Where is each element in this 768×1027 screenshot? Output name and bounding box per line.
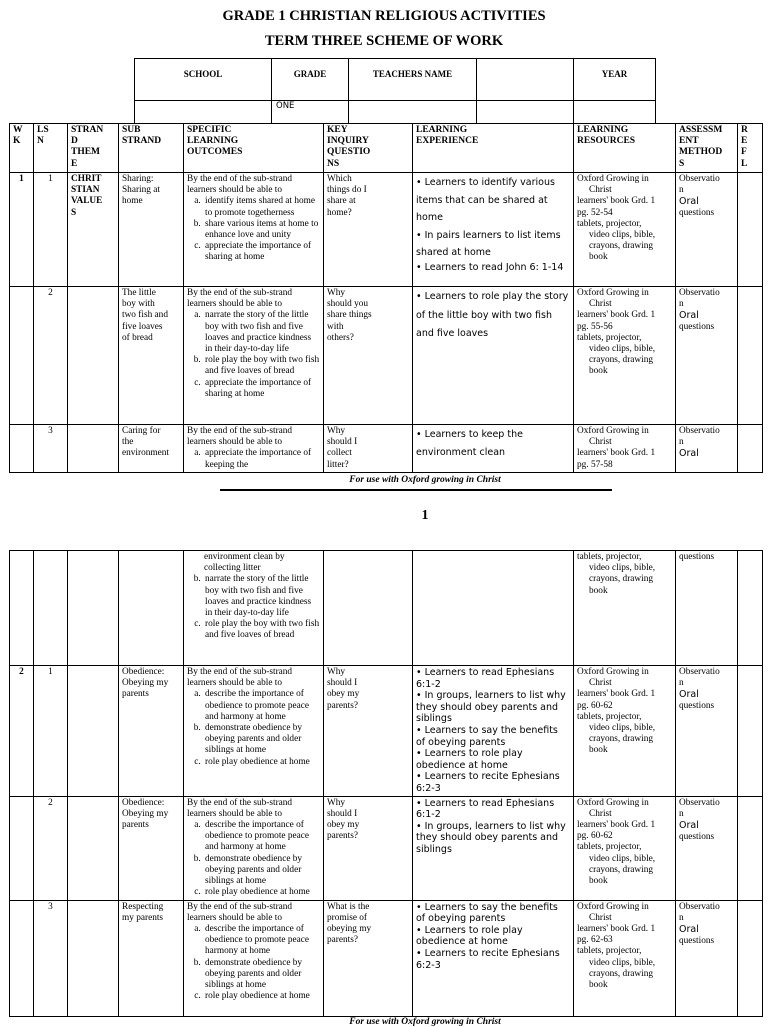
experience-item: • Learners to recite Ephesians 6:2-3 bbox=[416, 947, 560, 971]
outcome-item: c. appreciate the importance of sharing at home bbox=[203, 378, 320, 400]
assessment-text: Oral bbox=[679, 310, 699, 322]
sub-strand-cell: The little boy with two fish and five loaves of bread bbox=[119, 287, 184, 425]
sub-strand-cell: Sharing: Sharing at home bbox=[119, 173, 184, 287]
resources-cell bbox=[574, 287, 676, 425]
outcomes-intro: By the end of the sub-strand learners should be able to bbox=[187, 288, 293, 310]
assessment-text: Oral bbox=[679, 923, 699, 935]
lesson-cell bbox=[34, 551, 68, 666]
blank-value-cell bbox=[477, 101, 574, 124]
table-row-continued bbox=[10, 551, 763, 666]
teacher-name-label: TEACHERS NAME bbox=[349, 59, 477, 101]
outcomes-cell bbox=[184, 551, 324, 666]
assessment-text: questions bbox=[679, 831, 715, 842]
assessment-text: Observatio bbox=[679, 901, 720, 912]
experience-item: • Learners to identify various items that can be shared at home bbox=[416, 177, 555, 223]
experience-item: • In groups, learners to list why they should obey parents and siblings bbox=[416, 820, 566, 855]
outcome-item: b. share various items at home to enhance love and unity bbox=[203, 219, 320, 241]
resource-title: Oxford Growing in bbox=[577, 288, 649, 298]
resource-media: video clips, bible, bbox=[589, 853, 656, 864]
assessment-text: n bbox=[679, 912, 684, 923]
resource-christ: Christ bbox=[589, 299, 612, 310]
experience-item: • Learners to read John 6: 1-14 bbox=[416, 261, 564, 273]
resource-book: learners' book Grd. 1 bbox=[577, 923, 656, 934]
assessment-text: Oral bbox=[679, 819, 699, 831]
outcome-item: b. demonstrate obedience by obeying parents and older siblings at home bbox=[203, 854, 320, 888]
resource-media: crayons, drawing bbox=[589, 355, 654, 366]
week-cell: 2 bbox=[10, 666, 34, 797]
resource-media: book bbox=[589, 979, 608, 990]
resource-christ: Christ bbox=[589, 912, 612, 923]
strand-cell bbox=[68, 287, 119, 425]
lesson-cell: 1 bbox=[34, 666, 68, 797]
outcomes-intro: By the end of the sub-strand learners should be able to bbox=[187, 901, 293, 923]
resource-pages: pg. 60-62 bbox=[577, 700, 613, 711]
assessment-text: Oral bbox=[679, 448, 699, 460]
experience-item: • Learners to keep the environment clean bbox=[416, 429, 523, 458]
week-cell: 1 bbox=[10, 173, 34, 287]
week-cell bbox=[10, 287, 34, 425]
resource-christ: Christ bbox=[589, 808, 612, 819]
col-key-questions: KEY INQUIRY QUESTIO NS bbox=[324, 124, 413, 173]
outcome-continued: environment clean by collecting litter bbox=[204, 552, 285, 574]
resource-media: video clips, bible, bbox=[589, 344, 656, 355]
experience-item: • Learners to role play the story of the little boy with two fish and five loaves bbox=[416, 291, 569, 339]
experience-cell bbox=[413, 287, 574, 425]
lesson-cell: 1 bbox=[34, 173, 68, 287]
assessment-text: Oral bbox=[679, 689, 699, 701]
col-reflection: R E F L bbox=[738, 124, 763, 173]
header-info-box bbox=[134, 58, 656, 124]
resources-cell bbox=[574, 796, 676, 900]
outcome-item: c. role play obedience at home bbox=[203, 757, 320, 768]
strand-cell: CHRIT STIAN VALUE S bbox=[68, 173, 119, 287]
week-cell bbox=[10, 796, 34, 900]
year-label: YEAR bbox=[574, 59, 656, 101]
outcomes-cell bbox=[184, 796, 324, 900]
experience-item: • Learners to say the benefits of obeying parents bbox=[416, 724, 558, 748]
assessment-text: Observatio bbox=[679, 797, 720, 808]
strand-cell bbox=[68, 900, 119, 1016]
outcomes-cell bbox=[184, 287, 324, 425]
resource-title: Oxford Growing in bbox=[577, 426, 649, 436]
resource-media: crayons, drawing bbox=[589, 968, 654, 979]
sub-strand-cell: Caring for the environment bbox=[119, 425, 184, 473]
col-sub-strand: SUB STRAND bbox=[119, 124, 184, 173]
resource-media: crayons, drawing bbox=[589, 734, 654, 745]
strand-cell bbox=[68, 666, 119, 797]
col-lsn: LS N bbox=[34, 124, 68, 173]
resource-book: learners' book Grd. 1 bbox=[577, 448, 656, 459]
year-value bbox=[574, 101, 656, 124]
outcome-item: c. role play the boy with two fish and five loaves of bread bbox=[203, 619, 320, 641]
experience-cell bbox=[413, 796, 574, 900]
outcome-item: a. describe the importance of obedience to promote peace harmony at home bbox=[203, 924, 320, 958]
outcomes-intro: By the end of the sub-strand learners should be able to bbox=[187, 667, 293, 689]
col-wk: W K bbox=[10, 124, 34, 173]
sub-strand-cell: Respecting my parents bbox=[119, 900, 184, 1016]
outcome-item: a. appreciate the importance of keeping the bbox=[203, 448, 320, 470]
lesson-cell: 2 bbox=[34, 287, 68, 425]
resource-media: tablets, projector, bbox=[577, 552, 642, 562]
key-question-cell: Why should I collect litter? bbox=[324, 425, 413, 473]
lesson-cell: 3 bbox=[34, 425, 68, 473]
lesson-cell: 2 bbox=[34, 796, 68, 900]
assessment-cell bbox=[676, 551, 738, 666]
outcome-item: c. role play obedience at home bbox=[203, 991, 320, 1002]
resource-media: tablets, projector, bbox=[577, 218, 642, 229]
resource-pages: pg. 52-54 bbox=[577, 207, 613, 218]
assessment-text: n bbox=[679, 299, 684, 310]
experience-item: • Learners to role play obedience at home bbox=[416, 748, 523, 771]
outcomes-cell bbox=[184, 173, 324, 287]
resource-book: learners' book Grd. 1 bbox=[577, 196, 656, 207]
resource-christ: Christ bbox=[589, 678, 612, 689]
resources-cell bbox=[574, 666, 676, 797]
assessment-cell bbox=[676, 173, 738, 287]
page-footer: For use with Oxford growing in Christ bbox=[349, 475, 501, 485]
assessment-text: n bbox=[679, 437, 684, 448]
strand-cell bbox=[68, 425, 119, 473]
experience-cell bbox=[413, 425, 574, 473]
table-row bbox=[10, 796, 763, 900]
sub-strand-cell bbox=[119, 551, 184, 666]
experience-item: • Learners to say the benefits of obeying parents bbox=[416, 901, 558, 925]
resource-title: Oxford Growing in bbox=[577, 174, 649, 184]
resource-christ: Christ bbox=[589, 437, 612, 448]
key-question-cell bbox=[324, 551, 413, 666]
strand-cell bbox=[68, 796, 119, 900]
resources-cell bbox=[574, 900, 676, 1016]
resource-media: book bbox=[589, 366, 608, 377]
assessment-cell bbox=[676, 796, 738, 900]
assessment-text: Observatio bbox=[679, 426, 720, 436]
assessment-text: questions bbox=[679, 701, 715, 711]
scheme-table-page2 bbox=[9, 550, 763, 1017]
resource-christ: Christ bbox=[589, 185, 612, 196]
outcomes-cell bbox=[184, 666, 324, 797]
reflection-cell bbox=[738, 425, 763, 473]
resource-pages: pg. 62-63 bbox=[577, 935, 613, 946]
resource-media: tablets, projector, bbox=[577, 711, 642, 722]
sub-strand-cell: Obedience: Obeying my parents bbox=[119, 796, 184, 900]
resource-media: tablets, projector, bbox=[577, 842, 642, 853]
resource-media: book bbox=[589, 252, 608, 263]
outcome-item: c. role play obedience at home bbox=[203, 887, 320, 898]
assessment-cell bbox=[676, 900, 738, 1016]
reflection-cell bbox=[738, 666, 763, 797]
outcomes-cell bbox=[184, 425, 324, 473]
document-title: GRADE 1 CHRISTIAN RELIGIOUS ACTIVITIES bbox=[222, 8, 546, 24]
col-assessment: ASSESSM ENT METHOD S bbox=[676, 124, 738, 173]
resource-media: crayons, drawing bbox=[589, 241, 654, 252]
assessment-text: questions bbox=[679, 552, 715, 562]
resource-media: book bbox=[589, 585, 608, 596]
assessment-cell bbox=[676, 287, 738, 425]
scheme-table-page1 bbox=[9, 123, 763, 473]
resource-media: tablets, projector, bbox=[577, 946, 642, 957]
reflection-cell bbox=[738, 900, 763, 1016]
school-label: SCHOOL bbox=[135, 59, 272, 101]
resource-title: Oxford Growing in bbox=[577, 901, 649, 912]
week-cell bbox=[10, 551, 34, 666]
footer-rule bbox=[220, 489, 612, 491]
assessment-text: Observatio bbox=[679, 174, 720, 184]
outcomes-intro: By the end of the sub-strand learners should be able to bbox=[187, 797, 293, 819]
table-row bbox=[10, 666, 763, 797]
outcome-item: a. identify items shared at home to promote togetherness bbox=[203, 196, 320, 218]
key-question-cell: Why should I obey my parents? bbox=[324, 666, 413, 797]
assessment-text: n bbox=[679, 808, 684, 819]
col-experience: LEARNING EXPERIENCE bbox=[413, 124, 574, 173]
experience-cell bbox=[413, 551, 574, 666]
assessment-text: n bbox=[679, 678, 684, 689]
table-row bbox=[10, 425, 763, 473]
resource-book: learners' book Grd. 1 bbox=[577, 689, 656, 700]
grade-label: GRADE bbox=[272, 59, 349, 101]
strand-cell bbox=[68, 551, 119, 666]
outcomes-cell bbox=[184, 900, 324, 1016]
outcome-item: b. demonstrate obedience by obeying parents and older siblings at home bbox=[203, 958, 320, 992]
assessment-cell bbox=[676, 666, 738, 797]
experience-item: • Learners to role play obedience at home bbox=[416, 924, 523, 948]
page-footer-2: For use with Oxford growing in Christ bbox=[349, 1017, 501, 1027]
assessment-text: Oral bbox=[679, 196, 699, 208]
reflection-cell bbox=[738, 551, 763, 666]
col-strand: STRAN D THEM E bbox=[68, 124, 119, 173]
assessment-text: questions bbox=[679, 208, 715, 218]
resource-media: book bbox=[589, 745, 608, 756]
blank-header-cell bbox=[477, 59, 574, 101]
key-question-cell: Which things do I share at home? bbox=[324, 173, 413, 287]
teacher-name-value bbox=[349, 101, 477, 124]
lesson-cell: 3 bbox=[34, 900, 68, 1016]
resources-cell bbox=[574, 551, 676, 666]
experience-item: • In pairs learners to list items shared at home bbox=[416, 229, 561, 258]
resource-pages: pg. 55-56 bbox=[577, 321, 613, 332]
outcomes-intro: By the end of the sub-strand learners should be able to bbox=[187, 174, 293, 196]
assessment-text: Observatio bbox=[679, 667, 720, 677]
outcome-item: c. appreciate the importance of sharing at home bbox=[203, 241, 320, 263]
outcome-item: a. narrate the story of the little boy with two fish and five loaves and practice kindness in their day-to-day life bbox=[203, 310, 320, 355]
week-cell bbox=[10, 425, 34, 473]
table-row bbox=[10, 900, 763, 1016]
outcome-item: b. narrate the story of the little boy with two fish and five loaves and practice kindness in their day-to-day life bbox=[203, 574, 320, 619]
resource-book: learners' book Grd. 1 bbox=[577, 819, 656, 830]
resource-pages: pg. 57-58 bbox=[577, 459, 613, 470]
resource-media: crayons, drawing bbox=[589, 864, 654, 875]
assessment-text: n bbox=[679, 185, 684, 196]
resource-media: crayons, drawing bbox=[589, 574, 654, 585]
table-header-row bbox=[10, 124, 763, 173]
experience-item: • Learners to read Ephesians 6:1-2 bbox=[416, 797, 555, 821]
page-number: 1 bbox=[421, 508, 429, 523]
experience-cell bbox=[413, 666, 574, 797]
outcome-item: b. demonstrate obedience by obeying parents and older siblings at home bbox=[203, 723, 320, 757]
document-subtitle: TERM THREE SCHEME OF WORK bbox=[264, 33, 504, 49]
col-resources: LEARNING RESOURCES bbox=[574, 124, 676, 173]
experience-item: • Learners to read Ephesians 6:1-2 bbox=[416, 667, 555, 690]
resources-cell bbox=[574, 173, 676, 287]
resource-media: video clips, bible, bbox=[589, 230, 656, 241]
experience-item: • Learners to recite Ephesians 6:2-3 bbox=[416, 771, 560, 794]
table-row bbox=[10, 173, 763, 287]
experience-cell bbox=[413, 900, 574, 1016]
key-question-cell: Why should I obey my parents? bbox=[324, 796, 413, 900]
grade-value: ONE bbox=[272, 101, 349, 124]
resource-title: Oxford Growing in bbox=[577, 667, 649, 677]
week-cell bbox=[10, 900, 34, 1016]
outcomes-intro: By the end of the sub-strand learners should be able to bbox=[187, 426, 293, 448]
outcome-item: a. describe the importance of obedience to promote peace and harmony at home bbox=[203, 689, 320, 723]
assessment-text: Observatio bbox=[679, 288, 720, 298]
experience-item: • In groups, learners to list why they should obey parents and siblings bbox=[416, 690, 566, 725]
outcome-item: a. describe the importance of obedience to promote peace and harmony at home bbox=[203, 820, 320, 854]
assessment-text: questions bbox=[679, 322, 715, 332]
resource-media: video clips, bible, bbox=[589, 563, 656, 574]
resource-media: book bbox=[589, 875, 608, 886]
resource-media: video clips, bible, bbox=[589, 957, 656, 968]
table-row bbox=[10, 287, 763, 425]
sub-strand-cell: Obedience: Obeying my parents bbox=[119, 666, 184, 797]
assessment-text: questions bbox=[679, 935, 715, 946]
school-value bbox=[135, 101, 272, 124]
resource-media: tablets, projector, bbox=[577, 332, 642, 343]
resource-media: video clips, bible, bbox=[589, 723, 656, 734]
reflection-cell bbox=[738, 173, 763, 287]
key-question-cell: What is the promise of obeying my parents? bbox=[324, 900, 413, 1016]
resource-pages: pg. 60-62 bbox=[577, 831, 613, 842]
outcome-item: b. role play the boy with two fish and five loaves of bread bbox=[203, 355, 320, 377]
resource-title: Oxford Growing in bbox=[577, 797, 649, 808]
assessment-cell bbox=[676, 425, 738, 473]
col-outcomes: SPECIFIC LEARNING OUTCOMES bbox=[184, 124, 324, 173]
reflection-cell bbox=[738, 287, 763, 425]
experience-cell bbox=[413, 173, 574, 287]
resource-book: learners' book Grd. 1 bbox=[577, 310, 656, 321]
resources-cell bbox=[574, 425, 676, 473]
reflection-cell bbox=[738, 796, 763, 900]
key-question-cell: Why should you share things with others? bbox=[324, 287, 413, 425]
